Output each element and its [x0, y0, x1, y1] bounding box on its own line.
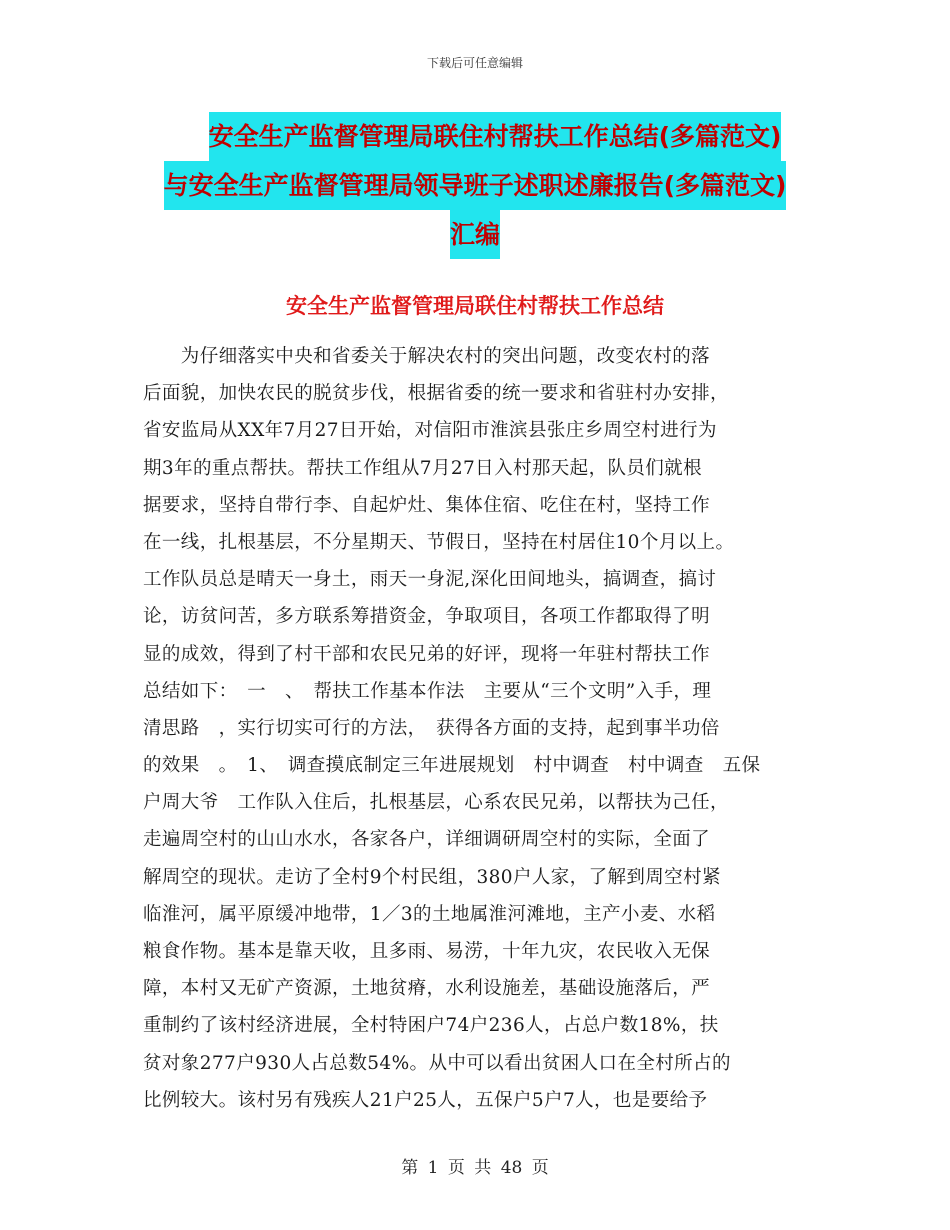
body-line: 在一线，扎根基层，不分星期天、节假日，坚持在村居住10个月以上。 [143, 531, 735, 553]
title-line-1: 安全生产监督管理局联住村帮扶工作总结(多篇范文) [209, 112, 782, 161]
body-line: 户周大爷 工作队入住后，扎根基层，心系农民兄弟，以帮扶为己任， [143, 792, 729, 814]
body-line: 省安监局从XX年7月27日开始，对信阳市淮滨县张庄乡周空村进行为 [143, 420, 717, 442]
body-line: 临淮河，属平原缓冲地带，1／3的土地属淮河滩地，主产小麦、水稻 [143, 903, 716, 925]
body-line: 贫对象277户930人占总数54%。从中可以看出贫困人口在全村所占的 [143, 1052, 731, 1074]
body-line: 工作队员总是晴天一身土，雨天一身泥,深化田间地头，搞调查，搞讨 [143, 569, 717, 591]
title-line-3: 汇编 [450, 210, 500, 259]
body-line: 的效果 。 1、 调查摸底制定三年进展规划 村中调查 村中调查 五保 [143, 755, 761, 777]
document-title [0, 112, 950, 259]
body-line: 为仔细落实中央和省委关于解决农村的突出问题，改变农村的落 [143, 346, 711, 367]
body-line: 据要求，坚持自带行李、自起炉灶、集体住宿、吃住在村，坚持工作 [143, 494, 711, 516]
body-line: 走遍周空村的山山水水，各家各户，详细调研周空村的实际，全面了 [143, 829, 711, 851]
body-line: 显的成效，得到了村干部和农民兄弟的好评，现将一年驻村帮扶工作 [143, 643, 711, 665]
body-line: 比例较大。该村另有残疾人21户25人，五保户5户7人，也是要给予 [143, 1089, 708, 1111]
body-line: 障，本村又无矿产资源，土地贫瘠，水利设施差，基础设施落后，严 [143, 978, 711, 1000]
section-title: 安全生产监督管理局联住村帮扶工作总结 [286, 294, 664, 318]
body-paragraph [143, 338, 811, 1119]
page-header-note: 下载后可任意编辑 [426, 56, 523, 70]
body-line: 论，访贫问苦，多方联系筹措资金，争取项目，各项工作都取得了明 [143, 606, 711, 628]
body-line: 后面貌，加快农民的脱贫步伐，根据省委的统一要求和省驻村办安排， [143, 383, 729, 405]
page-number-footer: 第 1 页 共 48 页 [401, 1158, 549, 1178]
body-line: 总结如下： 一 、 帮扶工作基本作法 主要从“三个文明”入手，理 [143, 680, 712, 702]
title-line-2: 与安全生产监督管理局领导班子述职述廉报告(多篇范文) [164, 161, 787, 210]
body-line: 重制约了该村经济进展，全村特困户74户236人，占总户数18%，扶 [143, 1015, 719, 1037]
body-line: 期3年的重点帮扶。帮扶工作组从7月27日入村那天起，队员们就根 [143, 457, 702, 479]
body-line: 清思路 ，实行切实可行的方法， 获得各方面的支持，起到事半功倍 [143, 717, 720, 739]
body-line: 解周空的现状。走访了全村9个村民组，380户人家，了解到周空村紧 [143, 866, 721, 888]
body-line: 粮食作物。基本是靠天收，且多雨、易涝，十年九灾，农民收入无保 [143, 941, 711, 962]
